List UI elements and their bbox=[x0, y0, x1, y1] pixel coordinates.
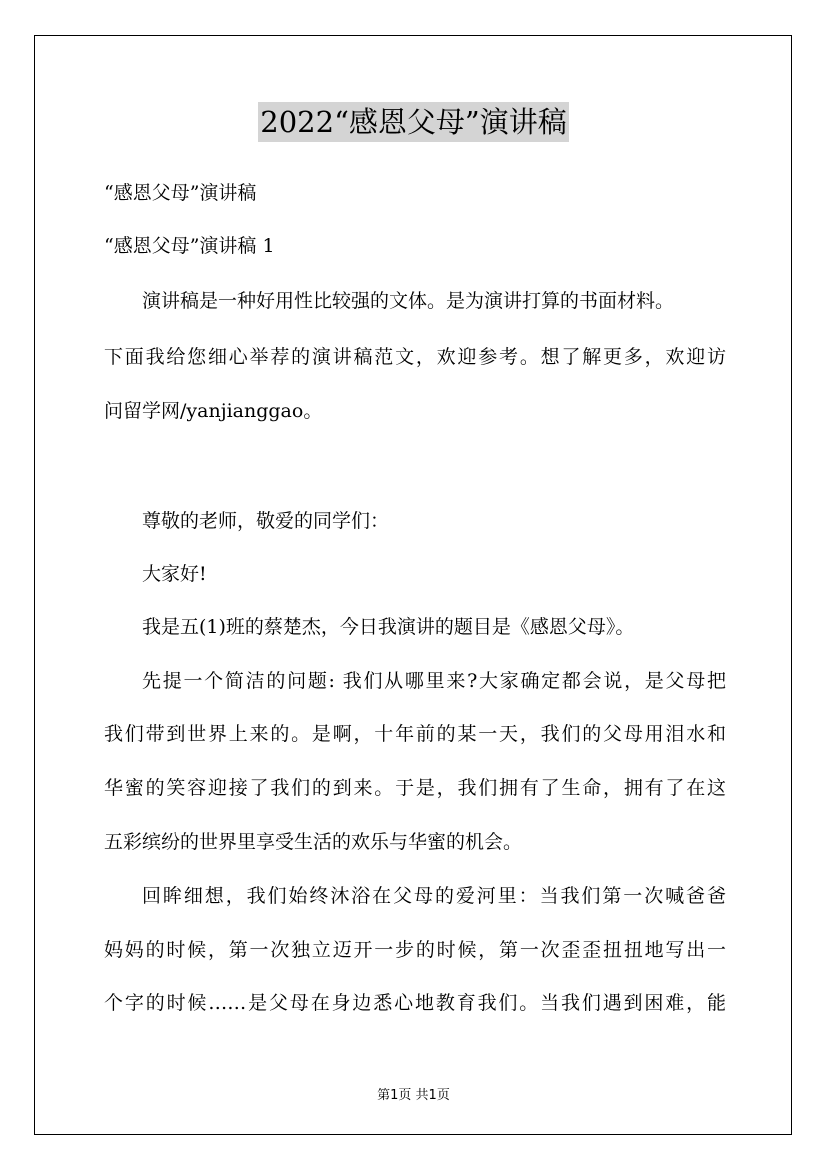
page-footer: 第1页 共1页 bbox=[377, 1088, 450, 1103]
intro-line-2: 下面我给您细心举荐的演讲稿范文，欢迎参考。想了解更多，欢迎访 bbox=[104, 346, 726, 368]
paragraph2-line-3: 个字的时候……是父母在身边悉心地教育我们。当我们遇到困难，能 bbox=[104, 992, 726, 1014]
paragraph1-line-2: 我们带到世界上来的。是啊，十年前的某一天，我们的父母用泪水和 bbox=[104, 723, 726, 745]
self-intro: 我是五(1)班的蔡楚杰，今日我演讲的题目是《感恩父母》。 bbox=[142, 616, 635, 638]
paragraph1-line-3: 华蜜的笑容迎接了我们的到来。于是，我们拥有了生命，拥有了在这 bbox=[104, 777, 726, 799]
hello: 大家好! bbox=[142, 563, 207, 585]
document-title: 2022“感恩父母”演讲稿 bbox=[258, 102, 568, 142]
intro-line-3: 问留学网/yanjianggao。 bbox=[104, 400, 323, 422]
intro-line-1: 演讲稿是一种好用性比较强的文体。是为演讲打算的书面材料。 bbox=[142, 290, 675, 312]
greeting: 尊敬的老师，敬爱的同学们： bbox=[142, 510, 390, 532]
paragraph2-line-1: 回眸细想，我们始终沐浴在父母的爱河里：当我们第一次喊爸爸 bbox=[142, 885, 726, 907]
section-heading: “感恩父母”演讲稿 1 bbox=[104, 235, 275, 257]
paragraph1-line-1: 先提一个简洁的问题: 我们从哪里来?大家确定都会说，是父母把 bbox=[142, 670, 726, 692]
paragraph1-line-4: 五彩缤纷的世界里享受生活的欢乐与华蜜的机会。 bbox=[104, 831, 523, 853]
subtitle: “感恩父母”演讲稿 bbox=[104, 182, 257, 204]
paragraph2-line-2: 妈妈的时候，第一次独立迈开一步的时候，第一次歪歪扭扭地写出一 bbox=[104, 939, 726, 961]
title-container bbox=[0, 102, 827, 142]
